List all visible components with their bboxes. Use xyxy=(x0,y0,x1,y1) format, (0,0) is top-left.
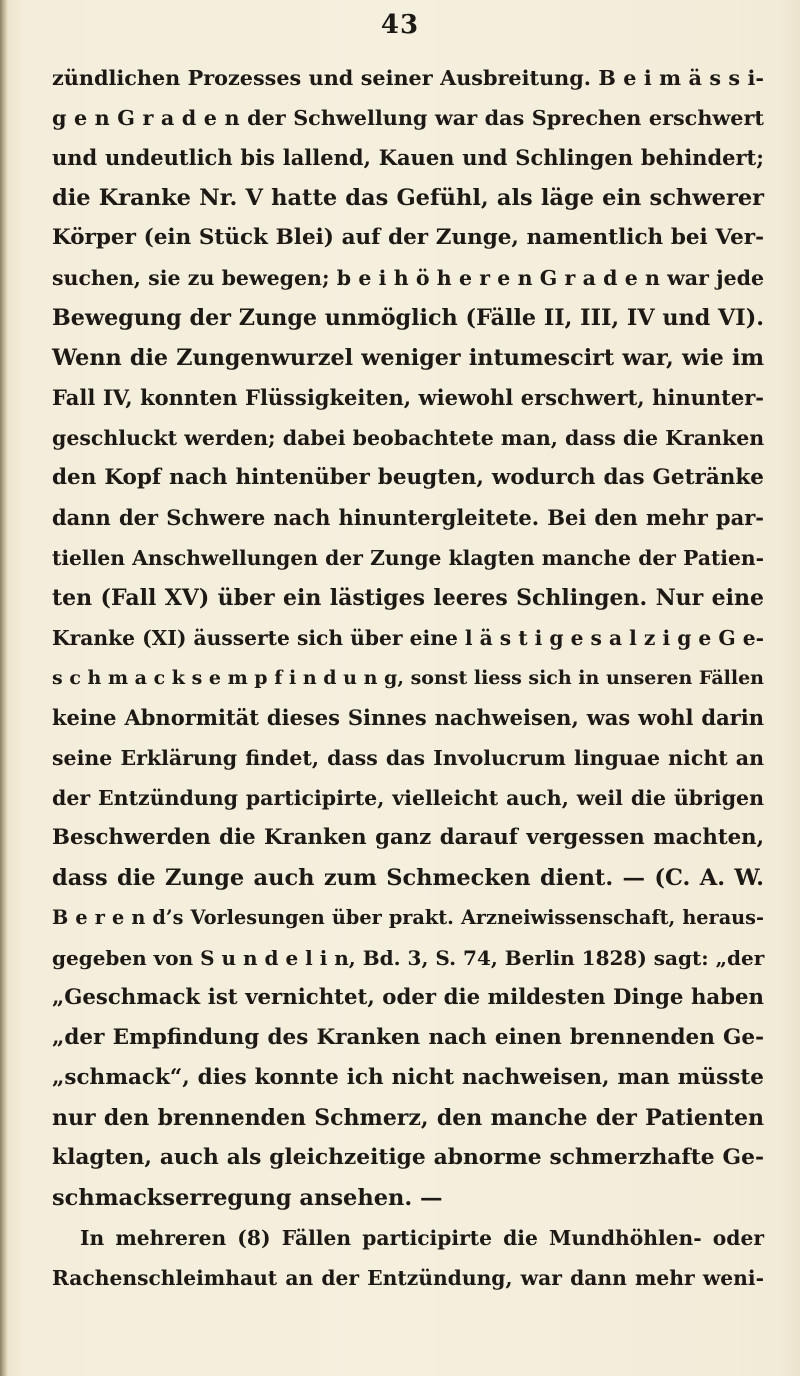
page-number: 43 xyxy=(380,10,420,40)
text-line: Kranke (XI) äusserte sich über eine l ä s t i g e s a l z i g e G e- xyxy=(52,626,764,650)
text-line: geschluckt werden; dabei beobachtete man, dass die Kranken xyxy=(52,426,765,450)
text-line: seine Erklärung findet, dass das Involucrum linguae nicht an xyxy=(52,746,764,770)
text-line: Rachenschleimhaut an der Entzündung, war dann mehr weni- xyxy=(52,1266,764,1290)
text-line: „schmack“, dies konnte ich nicht nachweisen, man müsste xyxy=(52,1065,764,1090)
text-line: Körper (ein Stück Blei) auf der Zunge, namentlich bei Ver- xyxy=(52,225,764,250)
text-line: schmackserregung ansehen. — xyxy=(52,1185,443,1211)
text-line: und undeutlich bis lallend, Kauen und Schlingen behindert; xyxy=(52,145,764,170)
text-line: keine Abnormität dieses Sinnes nachweisen, was wohl darin xyxy=(52,705,764,730)
text-line: klagten, auch als gleichzeitige abnorme schmerzhafte Ge- xyxy=(52,1145,764,1170)
text-line: „der Empfindung des Kranken nach einen brennenden Ge- xyxy=(52,1025,764,1050)
body-text xyxy=(52,58,764,1298)
text-line: die Kranke Nr. V hatte das Gefühl, als läge ein schwerer xyxy=(52,185,764,211)
text-line: der Entzündung participirte, vielleicht auch, weil die übrigen xyxy=(52,786,764,810)
text-line: den Kopf nach hintenüber beugten, wodurch das Getränke xyxy=(52,465,764,490)
text-line: Fall IV, konnten Flüssigkeiten, wiewohl erschwert, hinunter- xyxy=(52,385,764,410)
text-line: ten (Fall XV) über ein lästiges leeres Schlingen. Nur eine xyxy=(52,585,764,611)
text-line: Bewegung der Zunge unmöglich (Fälle II, III, IV und VI). xyxy=(52,305,764,331)
text-line: s c h m a c k s e m p f i n d u n g, sonst liess sich in unseren Fällen xyxy=(52,667,764,689)
book-spine-shadow xyxy=(0,0,8,1376)
text-line: tiellen Anschwellungen der Zunge klagten manche der Patien- xyxy=(52,546,764,570)
text-line: B e r e n d’s Vorlesungen über prakt. Arzneiwissenschaft, heraus- xyxy=(52,906,764,929)
text-line: dass die Zunge auch zum Schmecken dient. — (C. A. W. xyxy=(52,865,764,891)
text-line: dann der Schwere nach hinuntergleitete. Bei den mehr par- xyxy=(52,505,764,530)
text-line: suchen, sie zu bewegen; b e i h ö h e r e n G r a d e n war jede xyxy=(52,266,764,290)
text-line: zündlichen Prozesses und seiner Ausbreitung. B e i m ä s s i- xyxy=(52,66,764,90)
text-line: gegeben von S u n d e l i n, Bd. 3, S. 74, Berlin 1828) sagt: „der xyxy=(52,946,765,970)
text-line: Beschwerden die Kranken ganz darauf vergessen machten, xyxy=(52,825,764,850)
text-line: nur den brennenden Schmerz, den manche der Patienten xyxy=(52,1105,764,1131)
text-line: Wenn die Zungenwurzel weniger intumescirt war, wie im xyxy=(52,345,764,371)
text-line: In mehreren (8) Fällen participirte die Mundhöhlen- oder xyxy=(80,1226,764,1250)
text-line: g e n G r a d e n der Schwellung war das Sprechen erschwert xyxy=(52,106,764,130)
text-line: „Geschmack ist vernichtet, oder die mildesten Dinge haben xyxy=(52,985,764,1010)
